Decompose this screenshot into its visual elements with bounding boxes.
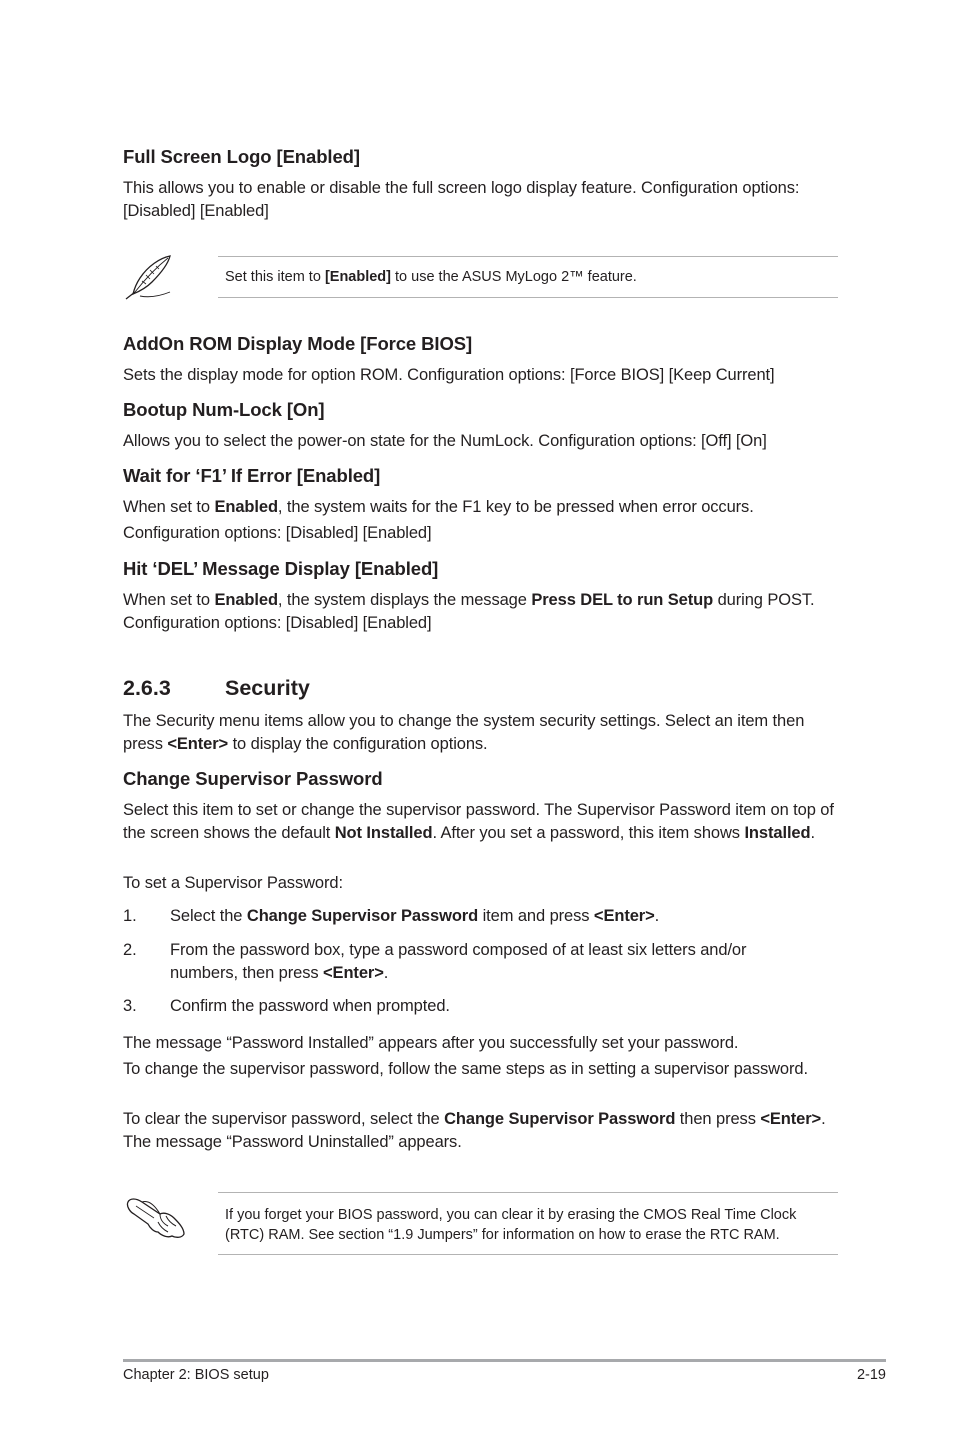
numlock-desc: Allows you to select the power-on state for the NumLock. Configuration options: [Off] [On] bbox=[123, 432, 767, 450]
note-box-mylogo bbox=[218, 256, 838, 298]
step-number: 1. bbox=[123, 907, 137, 925]
addon-rom-heading: AddOn ROM Display Mode [Force BIOS] bbox=[123, 333, 473, 354]
hit-del-desc: When set to Enabled, the system displays the message Press DEL to run Setup during POST. Configuration options: [Disabled] [Enabled] bbox=[123, 591, 815, 632]
numlock-heading: Bootup Num-Lock [On] bbox=[123, 399, 325, 420]
full-screen-logo-desc: This allows you to enable or disable the full screen logo display feature. Configuration options: [Disabled] [Enabled] bbox=[123, 179, 800, 220]
security-intro: The Security menu items allow you to change the system security settings. Select an item then press <Enter> to display the configuration options. bbox=[123, 712, 805, 753]
supervisor-set-intro: To set a Supervisor Password: bbox=[123, 874, 343, 892]
full-screen-logo-heading: Full Screen Logo [Enabled] bbox=[123, 146, 360, 167]
section-security-title: 2.6.3 Security bbox=[123, 676, 310, 700]
step-number: 3. bbox=[123, 997, 137, 1015]
wait-f1-options: Configuration options: [Disabled] [Enabled] bbox=[123, 524, 432, 542]
pen-icon bbox=[120, 252, 178, 302]
supervisor-change-msg: To change the supervisor password, follow the same steps as in setting a supervisor password. bbox=[123, 1060, 808, 1078]
supervisor-desc: Select this item to set or change the supervisor password. The Supervisor Password item on top of the screen shows the default Not Installed. After you set a password, this item shows Installed. bbox=[123, 801, 834, 842]
supervisor-heading: Change Supervisor Password bbox=[123, 768, 383, 789]
addon-rom-desc: Sets the display mode for option ROM. Configuration options: [Force BIOS] [Keep Current] bbox=[123, 366, 775, 384]
pointing-hand-icon bbox=[124, 1192, 188, 1242]
supervisor-clear-msg: To clear the supervisor password, select the Change Supervisor Password then press <Enter>. The message “Password Uninstalled” appears. bbox=[123, 1110, 826, 1151]
step-number: 2. bbox=[123, 941, 137, 959]
supervisor-installed-msg: The message “Password Installed” appears after you successfully set your password. bbox=[123, 1034, 739, 1052]
wait-f1-heading: Wait for ‘F1’ If Error [Enabled] bbox=[123, 465, 381, 486]
note-mylogo-text: Set this item to [Enabled] to use the ASUS MyLogo 2™ feature. bbox=[225, 269, 637, 285]
step-text: From the password box, type a password composed of at least six letters and/or numbers, then press <Enter>. bbox=[170, 941, 747, 982]
wait-f1-desc: When set to Enabled, the system waits for the F1 key to be pressed when error occurs. bbox=[123, 498, 754, 516]
note-bios-password-text: If you forget your BIOS password, you can clear it by erasing the CMOS Real Time Clock (RTC) RAM. See section “1.9 Jumpers” for information on how to erase the RTC RAM. bbox=[225, 1207, 797, 1243]
note-box-bios-password bbox=[218, 1192, 838, 1255]
footer-page-number: 2-19 bbox=[856, 1367, 886, 1383]
step-text: Select the Change Supervisor Password item and press <Enter>. bbox=[170, 907, 660, 925]
footer-rule bbox=[123, 1359, 886, 1362]
hit-del-heading: Hit ‘DEL’ Message Display [Enabled] bbox=[123, 558, 439, 579]
footer-chapter: Chapter 2: BIOS setup bbox=[123, 1367, 269, 1383]
step-text: Confirm the password when prompted. bbox=[170, 997, 450, 1015]
